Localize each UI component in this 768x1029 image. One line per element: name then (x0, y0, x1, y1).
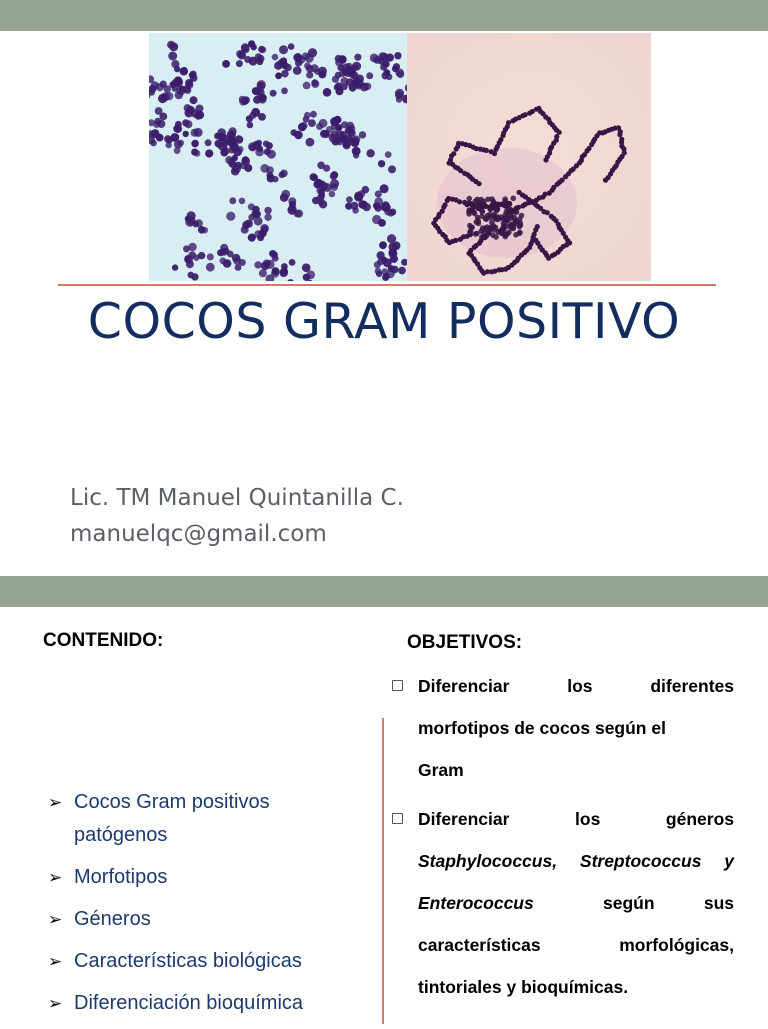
staphylococcus-micrograph (149, 33, 413, 281)
arrow-bullet-icon: ➢ (48, 994, 63, 1013)
streptococcus-micrograph (407, 33, 651, 281)
arrow-bullet-icon: ➢ (48, 868, 63, 887)
arrow-bullet-icon: ➢ (48, 793, 63, 812)
square-bullet-icon (392, 813, 403, 824)
contenido-list (48, 786, 368, 1029)
list-item: ➢ Características biológicas (48, 945, 368, 978)
gram-stain-micrographs (149, 33, 651, 281)
list-item: ➢ Cocos Gram positivos patógenos (48, 786, 368, 852)
slide-title: COCOS GRAM POSITIVO (87, 293, 681, 350)
objetivos-heading: OBJETIVOS: (407, 632, 523, 653)
slide-separator-band (0, 576, 768, 607)
top-accent-band (0, 0, 768, 31)
title-rule (58, 284, 716, 286)
arrow-bullet-icon: ➢ (48, 952, 63, 971)
arrow-bullet-icon: ➢ (48, 910, 63, 929)
author-email: manuelqc@gmail.com (70, 521, 327, 547)
list-item: ➢ Géneros (48, 903, 368, 936)
column-divider (382, 718, 384, 1024)
author-name: Lic. TM Manuel Quintanilla C. (70, 485, 404, 511)
square-bullet-icon (392, 680, 403, 691)
list-item: ➢ Diferenciación bioquímica (48, 987, 368, 1020)
list-item: ➢ Morfotipos (48, 861, 368, 894)
contenido-heading: CONTENIDO: (43, 630, 164, 651)
